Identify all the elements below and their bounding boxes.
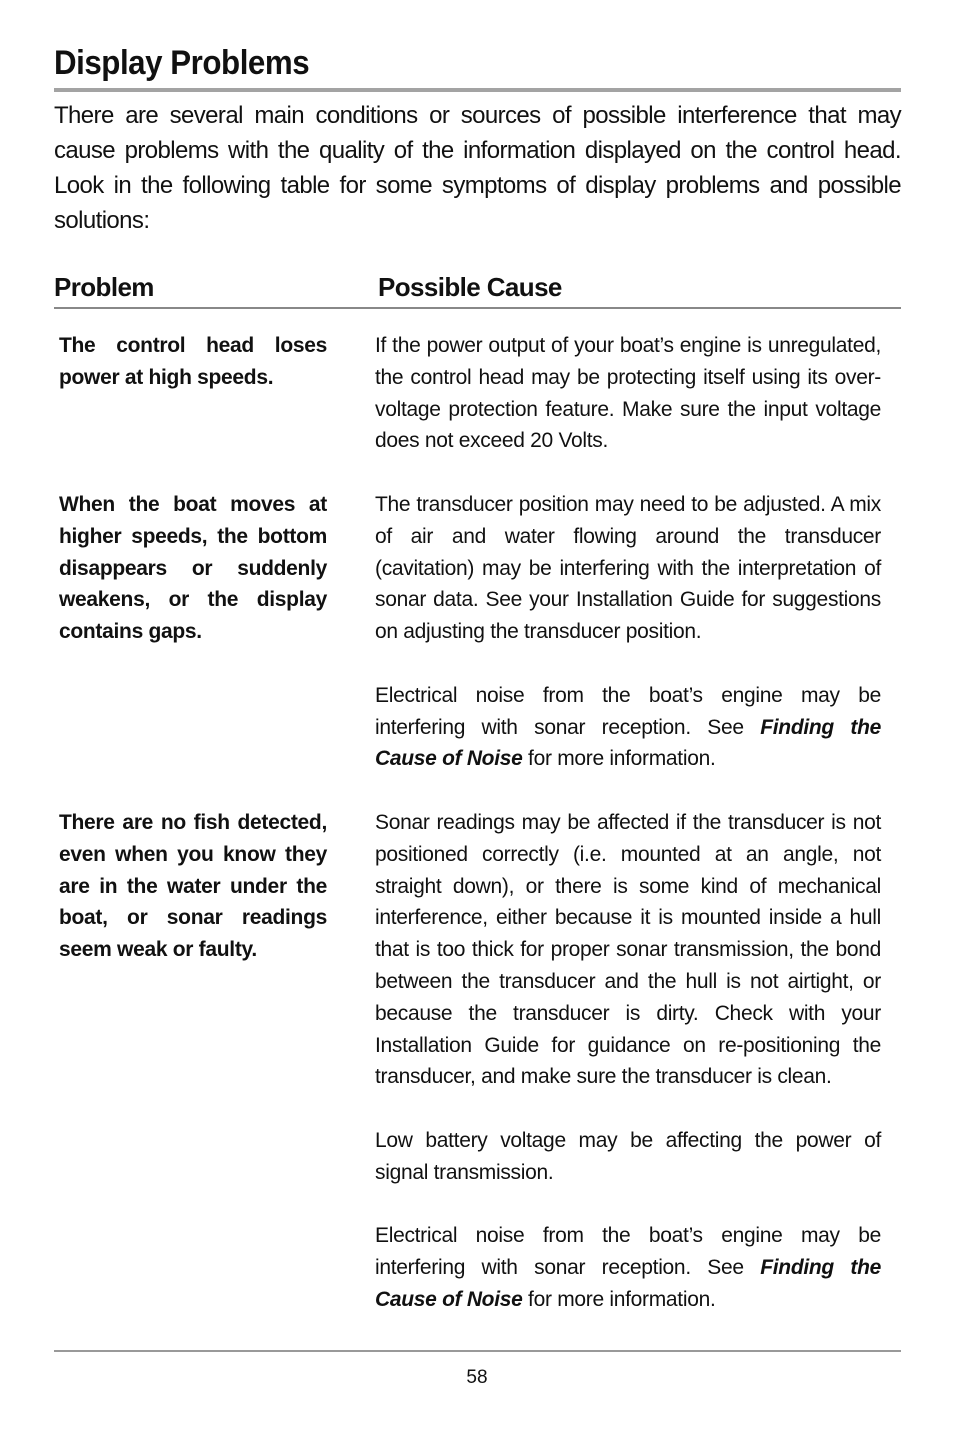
cause-cell [375, 489, 881, 775]
footer-divider [54, 1350, 901, 1352]
header-divider [54, 307, 901, 309]
cause-text: Sonar readings may be affected if the transducer is not positioned correctly (i.e. mounted at an angle, not straight down), or there is some kind of mechanical interference, either because it is mounted inside a hull that is too thick for proper sonar transmission, the bond between the transducer and the hull is not airtight, or because the transducer is dirty. Check with your Installation Guide for guidance on re-positioning the transducer, and make sure the transducer is clean. [375, 811, 881, 1089]
cross-reference-link: Finding the Cause of Noise [375, 715, 881, 771]
cause-paragraph [375, 680, 881, 775]
cause-column-header: Possible Cause [378, 272, 562, 302]
cause-text: Electrical noise from the boat’s engine may be interfering with sonar reception. See [375, 1224, 881, 1280]
cause-paragraph [375, 489, 881, 648]
cross-reference-link: Finding the Cause of Noise [375, 1256, 881, 1311]
cause-text: for more information. [522, 1287, 716, 1311]
page-title: Display Problems [54, 44, 310, 82]
cause-text: The transducer position may need to be adjusted. A mix of air and water flowing around the transducer (cavitation) may be interfering with the interpretation of sonar data. See your Installation Guide for suggestions on adjusting the transducer position. [375, 493, 881, 644]
intro-text: There are several main conditions or sources of possible interference that may cause problems with the quality of the information displayed on the control head. Look in the following table for some symptoms of display problems and possible solutions: [54, 102, 901, 234]
problem-column-header: Problem [54, 272, 154, 302]
problem-cell: There are no fish detected, even when you know they are in the water under the boat, or sonar readings seem weak or faulty. [59, 811, 327, 962]
problem-cell: When the boat moves at higher speeds, the bottom disappears or suddenly weakens, or the display contains gaps. [59, 493, 327, 644]
cause-paragraph [375, 807, 881, 1093]
cause-paragraph [375, 1125, 881, 1189]
cause-text: for more information. [522, 747, 716, 771]
problem-cell: The control head loses power at high speeds. [59, 334, 327, 389]
cause-text: Electrical noise from the boat’s engine may be interfering with sonar reception. See [375, 683, 881, 739]
title-divider [54, 88, 901, 92]
cause-text: If the power output of your boat’s engine is unregulated, the control head may be protecting itself using its over-voltage protection feature. Make sure the input voltage does not exceed 20 Volts. [375, 334, 881, 453]
cause-paragraph [375, 1220, 881, 1315]
cause-cell [375, 330, 881, 457]
cause-paragraph [375, 330, 881, 457]
cause-text: Low battery voltage may be affecting the power of signal transmission. [375, 1128, 881, 1184]
page-number: 58 [466, 1367, 488, 1388]
intro-paragraph [54, 98, 901, 238]
cause-cell [375, 807, 881, 1316]
